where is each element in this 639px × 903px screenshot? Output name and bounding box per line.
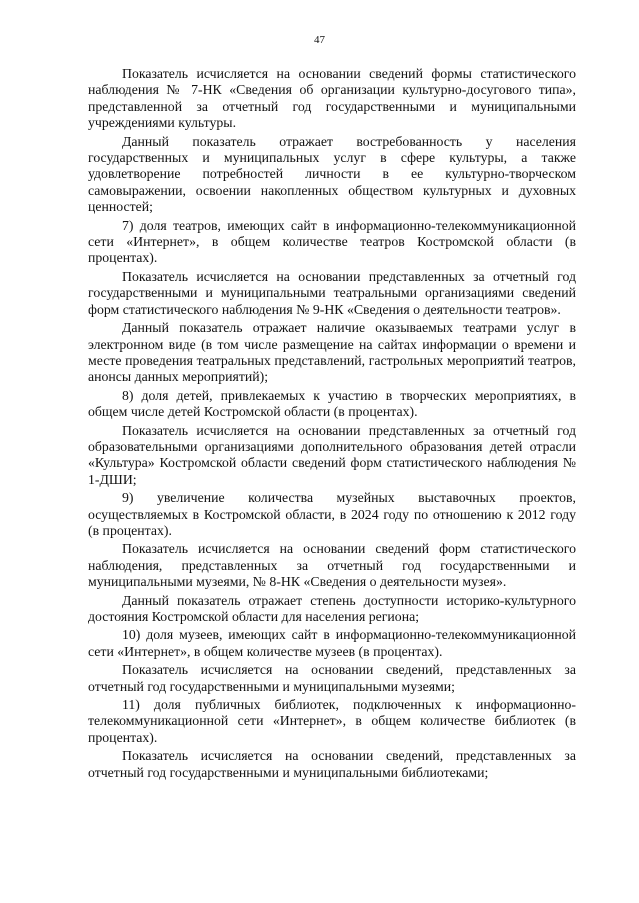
paragraph: 9) увеличение количества музейных выставочных проектов, осуществляемых в Костромской области, в 2024 году по отношению к 2012 году (в процентах). [88, 490, 576, 538]
paragraph: Данный показатель отражает наличие оказываемых театрами услуг в электронном виде (в том числе размещение на сайтах информации о времени и месте проведения театральных представлений, гастрольных мероприятий театров, анонсы данных мероприятий); [88, 320, 576, 385]
paragraph: 8) доля детей, привлекаемых к участию в творческих мероприятиях, в общем числе детей Костромской области (в процентах). [88, 387, 576, 420]
paragraph: 11) доля публичных библиотек, подключенных к информационно-телекоммуникационной сети «Интернет», в общем количестве библиотек (в процентах). [88, 697, 576, 745]
paragraph: Показатель исчисляется на основании сведений формы статистического наблюдения № 7-НК «Сведения об организации культурно-досугового типа», представленной за отчетный год государственными и муниципальными учреждениями культуры. [88, 66, 576, 131]
document-body [88, 66, 576, 783]
paragraph: Показатель исчисляется на основании сведений, представленных за отчетный год государственными и муниципальными библиотеками; [88, 748, 576, 780]
paragraph: Показатель исчисляется на основании представленных за отчетный год образовательными организациями дополнительного образования детей отрасли «Культура» Костромской области сведений форм статистического наблюдения № 1-ДШИ; [88, 422, 576, 487]
paragraph: Показатель исчисляется на основании сведений форм статистического наблюдения, представленных за отчетный год государственными и муниципальными музеями, № 8-НК «Сведения о деятельности музея». [88, 541, 576, 590]
paragraph: 7) доля театров, имеющих сайт в информационно-телекоммуникационной сети «Интернет», в общем количестве театров Костромской области (в процентах). [88, 217, 576, 266]
paragraph: Показатель исчисляется на основании представленных за отчетный год государственными и муниципальными театральными организациями сведений форм статистического наблюдения № 9-НК «Сведения о деятельности театров». [88, 268, 576, 317]
page-number: 47 [314, 34, 325, 46]
paragraph: Данный показатель отражает востребованность у населения государственных и муниципальных услуг в сфере культуры, а также удовлетворение потребностей личности в ее культурно-творческом самовыражении, освоении накопленных обществом культурных и духовных ценностей; [88, 133, 576, 215]
paragraph: 10) доля музеев, имеющих сайт в информационно-телекоммуникационной сети «Интернет», в общем количестве музеев (в процентах). [88, 627, 576, 659]
paragraph: Данный показатель отражает степень доступности историко-культурного достояния Костромской области для населения региона; [88, 592, 576, 624]
paragraph: Показатель исчисляется на основании сведений, представленных за отчетный год государственными и муниципальными музеями; [88, 662, 576, 694]
